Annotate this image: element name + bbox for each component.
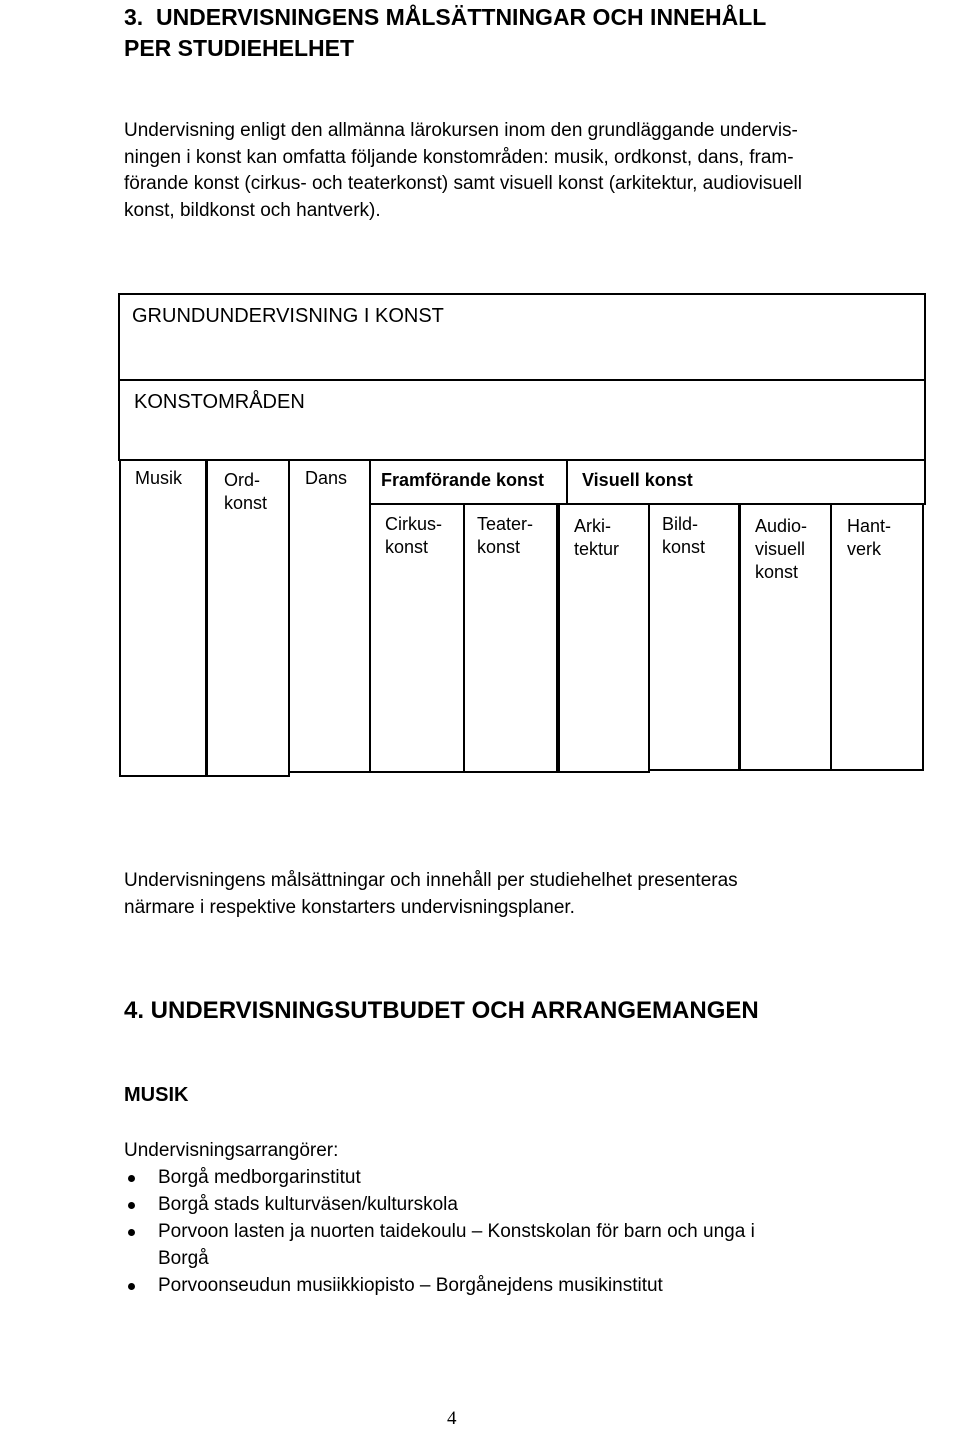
- teaterkonst-box: [463, 503, 558, 773]
- bullet-icon: [128, 1202, 135, 1209]
- bildkonst-label: Bild- konst: [662, 514, 706, 557]
- dans-label: Dans: [305, 468, 348, 488]
- intro-line: ningen i konst kan omfatta följande konstområden: musik, ordkonst, dans, fram-: [124, 146, 794, 168]
- ordkonst-label: Ord- konst: [224, 470, 268, 513]
- intro-line: konst, bildkonst och hantverk).: [124, 199, 381, 221]
- bullet-icon: [128, 1229, 135, 1236]
- section-3-intro-paragraph: [124, 118, 924, 224]
- page-number: 4: [447, 1408, 457, 1429]
- visuell-konst-box: [566, 459, 926, 505]
- after-diagram-line: närmare i respektive konstarters undervisningsplaner.: [124, 896, 575, 918]
- section-3-heading: [124, 2, 766, 64]
- list-item: Porvoon lasten ja nuorten taidekoulu – Konstskolan för barn och unga i Borgå: [124, 1219, 924, 1272]
- after-diagram-paragraph: [124, 868, 924, 921]
- audiovisuell-konst-label: Audio- visuell konst: [755, 516, 808, 582]
- framforande-konst-label: Framförande konst: [381, 470, 545, 490]
- musik-subheading: MUSIK: [124, 1084, 189, 1106]
- hantverk-box: [830, 503, 924, 771]
- visuell-konst-label: Visuell konst: [582, 470, 693, 490]
- konstomraden-box: [118, 379, 926, 461]
- arkitektur-box: [558, 503, 650, 773]
- intro-line: förande konst (cirkus- och teaterkonst) samt visuell konst (arkitektur, audiovisuell: [124, 173, 802, 194]
- bildkonst-box: [648, 503, 740, 771]
- dans-box: [288, 459, 371, 773]
- teaterkonst-label: Teater- konst: [477, 514, 534, 557]
- cirkuskonst-label: Cirkus- konst: [385, 514, 442, 557]
- musik-box: [119, 459, 207, 777]
- list-item: Borgå stads kulturväsen/kulturskola: [124, 1192, 924, 1219]
- organizers-label: Undervisningsarrangörer:: [124, 1140, 339, 1161]
- musik-label: Musik: [135, 468, 183, 488]
- konstomraden-label: KONSTOMRÅDEN: [134, 391, 305, 413]
- bullet-icon: [128, 1175, 135, 1182]
- section-4-heading: 4. UNDERVISNINGSUTBUDET OCH ARRANGEMANGEN: [124, 997, 759, 1024]
- bullet-icon: [128, 1283, 135, 1290]
- audiovisuell-konst-box: [739, 503, 832, 771]
- list-item: Porvoonseudun musiikkiopisto – Borgånejdens musikinstitut: [124, 1273, 924, 1300]
- section-3-heading-line-2: PER STUDIEHELHET: [124, 35, 355, 61]
- ordkonst-box: [206, 459, 290, 777]
- list-item: Borgå medborgarinstitut: [124, 1165, 924, 1192]
- section-3-heading-line-1: 3. UNDERVISNINGENS MÅLSÄTTNINGAR OCH INNEHÅLL: [124, 4, 767, 30]
- grundundervisning-label: GRUNDUNDERVISNING I KONST: [132, 305, 444, 327]
- after-diagram-line: Undervisningens målsättningar och innehåll per studiehelhet presenteras: [124, 870, 738, 891]
- intro-line: Undervisning enligt den allmänna lärokursen inom den grundläggande undervis-: [124, 120, 798, 141]
- grundundervisning-box: [118, 293, 926, 381]
- hantverk-label: Hant- verk: [847, 516, 892, 559]
- arkitektur-label: Arki- tektur: [574, 516, 620, 559]
- framforande-konst-box: [369, 459, 568, 505]
- cirkuskonst-box: [369, 503, 465, 773]
